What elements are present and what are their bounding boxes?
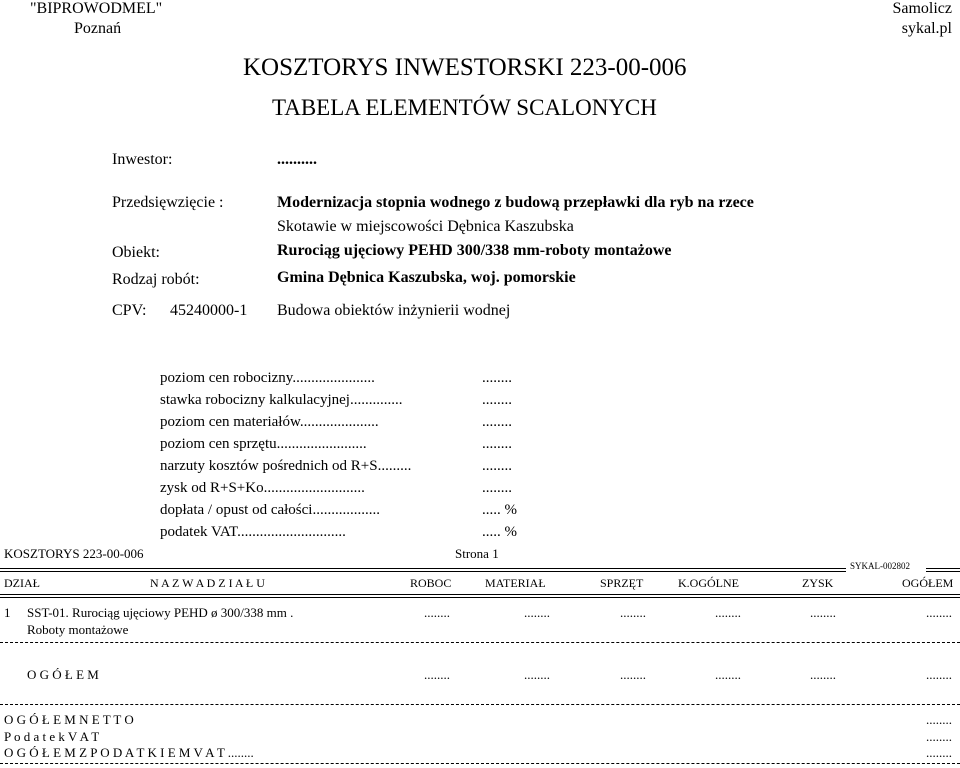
work-type-value: Gmina Dębnica Kaszubska, woj. pomorskie [277,269,576,286]
author-name: Samolicz [892,0,952,17]
kosztorys-number: KOSZTORYS 223-00-006 [4,546,144,561]
object-value: Rurociąg ujęciowy PEHD 300/338 mm-roboty montażowe [277,242,672,259]
cpv-code: 45240000-1 [170,302,248,319]
total-label: O G Ó Ł E M [27,667,99,682]
row-roboc: ........ [424,605,450,620]
param-dots: .................. [312,502,380,518]
total-material: ........ [524,667,550,682]
divider [926,568,960,572]
row-number: 1 [4,605,11,620]
project-line1: Modernizacja stopnia wodnego z budową przepławki dla ryb na rzece [277,194,754,211]
param-dots: ............................. [237,524,346,540]
param-value: ........ [482,392,512,408]
col-header-dzial: DZIAŁ [4,576,40,590]
col-header-roboc: ROBOC [410,576,452,590]
param-row [160,480,365,497]
total-kogolne: ........ [715,667,741,682]
company-name: "BIPROWODMEL" [30,0,163,17]
program-tag: SYKAL-002802 [850,561,910,571]
col-header-kogolne: K.OGÓLNE [678,576,739,590]
object-label: Obiekt: [112,244,160,261]
param-value: ........ [482,370,512,386]
work-type-label: Rodzaj robót: [112,271,200,288]
param-dots: ...................... [292,370,375,386]
param-label: podatek VAT [160,524,238,540]
investor-value: .......... [277,151,317,168]
row-ogolem: ........ [926,605,952,620]
investor-label: Inwestor: [112,151,173,168]
cpv-label: CPV: [112,302,147,319]
summary-brutto-label: O G Ó Ł E M Z P O D A T K I E M V A T ........ [4,745,254,760]
divider [0,763,960,764]
param-dots: ........................... [263,480,365,496]
param-row [160,502,380,519]
row-zysk: ........ [810,605,836,620]
row-name-line2: Roboty montażowe [27,622,129,637]
summary-netto-value: ........ [926,712,952,727]
param-label: poziom cen robocizny [160,370,293,386]
col-header-name: N A Z W A D Z I A Ł U [150,576,265,590]
param-row [160,436,367,453]
project-line2: Skotawie w miejscowości Dębnica Kaszubska [277,218,574,235]
divider [0,642,960,643]
param-dots: .............. [349,392,403,408]
param-label: poziom cen sprzętu [160,436,277,452]
row-material: ........ [524,605,550,620]
row-kogolne: ........ [715,605,741,620]
total-roboc: ........ [424,667,450,682]
param-value: ........ [482,414,512,430]
summary-vat-label: P o d a t e k V A T [4,729,100,744]
cpv-description: Budowa obiektów inżynierii wodnej [277,302,511,319]
col-header-zysk: ZYSK [802,576,834,590]
total-ogolem: ........ [926,667,952,682]
param-row [160,458,411,475]
param-row [160,414,379,431]
col-header-sprzet: SPRZĘT [600,576,644,590]
param-label: narzuty kosztów pośrednich od R+S [160,458,378,474]
param-dots: ..................... [299,414,379,430]
param-row [160,370,375,387]
divider [0,568,846,572]
param-dots: ......... [377,458,412,474]
page-title: KOSZTORYS INWESTORSKI 223-00-006 [243,54,687,81]
param-row [160,392,402,409]
param-value: ........ [482,458,512,474]
param-label: zysk od R+S+Ko [160,480,264,496]
page-subtitle: TABELA ELEMENTÓW SCALONYCH [272,95,657,120]
author-site: sykal.pl [901,20,952,37]
param-label: dopłata / opust od całości [160,502,313,518]
summary-vat-value: ........ [926,729,952,744]
param-label: poziom cen materiałów [160,414,300,430]
project-label: Przedsięwzięcie : [112,194,224,211]
col-header-material: MATERIAŁ [485,576,546,590]
param-value: ........ [482,436,512,452]
total-zysk: ........ [810,667,836,682]
summary-brutto-value: ........ [926,745,952,760]
row-name-line1: SST-01. Rurociąg ujęciowy PEHD ø 300/338 mm . [27,605,294,620]
param-value: ..... % [482,502,517,518]
divider [0,594,960,598]
summary-netto-label: O G Ó Ł E M N E T T O [4,712,134,727]
company-city: Poznań [74,20,122,37]
col-header-ogolem: OGÓŁEM [902,576,954,590]
param-dots: ........................ [276,436,367,452]
param-value: ........ [482,480,512,496]
total-sprzet: ........ [620,667,646,682]
divider [0,704,960,705]
row-sprzet: ........ [620,605,646,620]
param-row [160,524,346,541]
param-value: ..... % [482,524,517,540]
page-number: Strona 1 [455,546,499,561]
param-label: stawka robocizny kalkulacyjnej [160,392,350,408]
